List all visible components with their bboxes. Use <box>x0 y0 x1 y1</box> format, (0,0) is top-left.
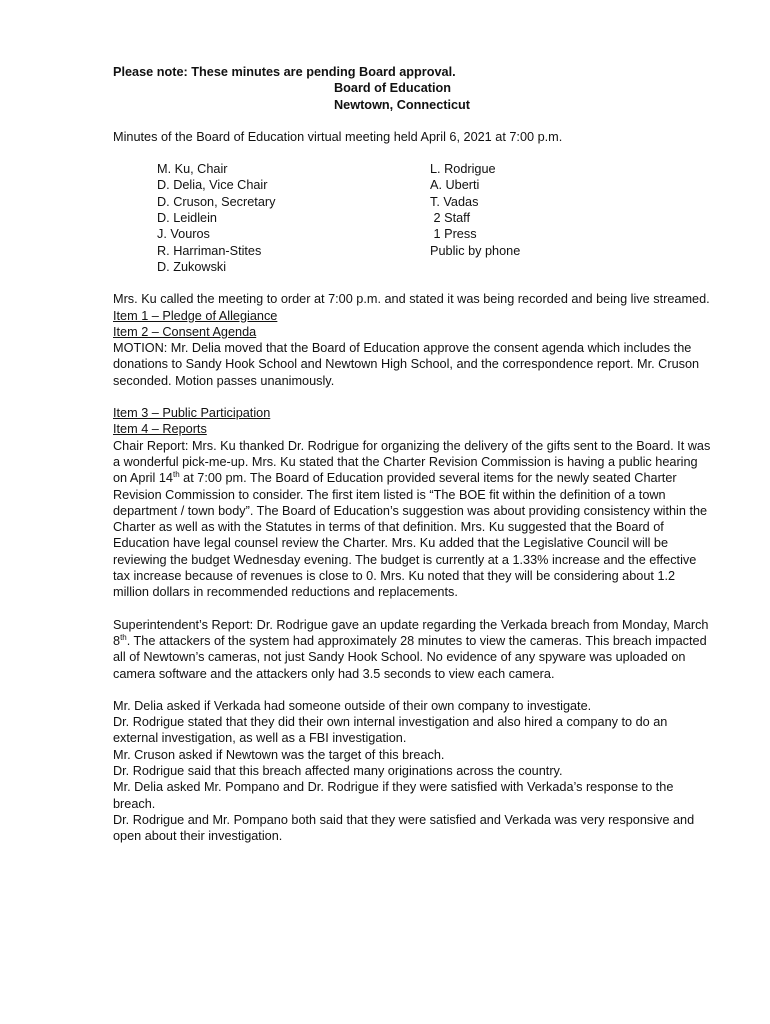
attendee: M. Ku, Chair <box>157 162 228 177</box>
pending-approval-note: Please note: These minutes are pending Board approval. <box>113 65 456 79</box>
discussion-line: Mr. Cruson asked if Newtown was the target of this breach. <box>113 747 445 762</box>
discussion-line: Dr. Rodrigue and Mr. Pompano both said that they were satisfied and Verkada was very responsive and open about their investigation. <box>113 812 695 844</box>
discussion-line: Mr. Delia asked Mr. Pompano and Dr. Rodrigue if they were satisfied with Verkada’s response to the breach. <box>113 780 674 811</box>
org-title: Board of Education <box>334 81 452 96</box>
opening-paragraph: Mrs. Ku called the meeting to order at 7:00 p.m. and stated it was being recorded and being live streamed. <box>113 292 710 307</box>
attendee: Public by phone <box>430 243 521 258</box>
attendees-members <box>157 161 430 275</box>
discussion-line: Mr. Delia asked if Verkada had someone outside of their own company to investigate. <box>113 698 592 713</box>
item-1-heading: Item 1 – Pledge of Allegiance <box>113 308 278 323</box>
attendee: A. Uberti <box>430 178 480 193</box>
attendee: L. Rodrigue <box>430 162 496 177</box>
attendee: J. Vouros <box>157 227 210 242</box>
intro-line: Minutes of the Board of Education virtual meeting held April 6, 2021 at 7:00 p.m. <box>113 129 563 144</box>
discussion-line: Dr. Rodrigue stated that they did their own internal investigation and also hired a company to do an external investigation, as well as a FBI investigation. <box>113 715 668 746</box>
superintendent-report: Superintendent’s Report: Dr. Rodrigue gave an update regarding the Verkada breach from Monday, March 8th. The attackers of the system had approximately 28 minutes to view the cameras. This breach impacted all of Newtown’s cameras, not just Sandy Hook School. No evidence of any spyware was uploaded on camera software and the attackers only had 3.5 seconds to view each camera. <box>113 617 709 681</box>
item-2-heading: Item 2 – Consent Agenda <box>113 324 257 339</box>
attendee: 1 Press <box>430 227 477 242</box>
attendee: 2 Staff <box>430 211 470 226</box>
minutes-document <box>113 64 713 844</box>
attendee: D. Zukowski <box>157 259 227 274</box>
item-3-heading: Item 3 – Public Participation <box>113 406 271 421</box>
town-title: Newtown, Connecticut <box>334 97 471 112</box>
attendee: D. Cruson, Secretary <box>157 194 276 209</box>
item-4-heading: Item 4 – Reports <box>113 422 207 437</box>
attendee: R. Harriman-Stites <box>157 243 262 258</box>
attendee: D. Delia, Vice Chair <box>157 178 268 193</box>
attendees-staff <box>430 161 630 275</box>
discussion-line: Dr. Rodrigue said that this breach affected many originations across the country. <box>113 763 563 778</box>
chair-report: Chair Report: Mrs. Ku thanked Dr. Rodrigue for organizing the delivery of the gifts sent to the Board. It was a wonderful pick-me-up. Mrs. Ku stated that the Charter Revision Commission is having a public hearing on April 14th at 7:00 pm. The Board of Education provided several items for the newly seated Charter Revision Commission to consider. The first item listed is “The BOE fit within the definition of a town department / town body”. The Board of Education’s suggestion was about providing consistency within the Charter as well as with the Statutes in terms of that definition. Mrs. Ku suggested that the Board of Education have legal counsel review the Charter. Mrs. Ku added that the Legislative Council will be reviewing the budget Wednesday evening. The budget is currently at a 1.33% increase and the effective tax increase because of revenues is close to 0. Mrs. Ku noted that they will be considering about 1.2 million dollars in recommended reductions and replacements. <box>113 438 711 600</box>
attendee-list <box>157 161 713 275</box>
attendee: D. Leidlein <box>157 211 217 226</box>
consent-motion: MOTION: Mr. Delia moved that the Board of Education approve the consent agenda which includes the donations to Sandy Hook School and Newtown High School, and the correspondence report. Mr. Cruson seconded. Motion passes unanimously. <box>113 341 700 388</box>
attendee: T. Vadas <box>430 194 479 209</box>
